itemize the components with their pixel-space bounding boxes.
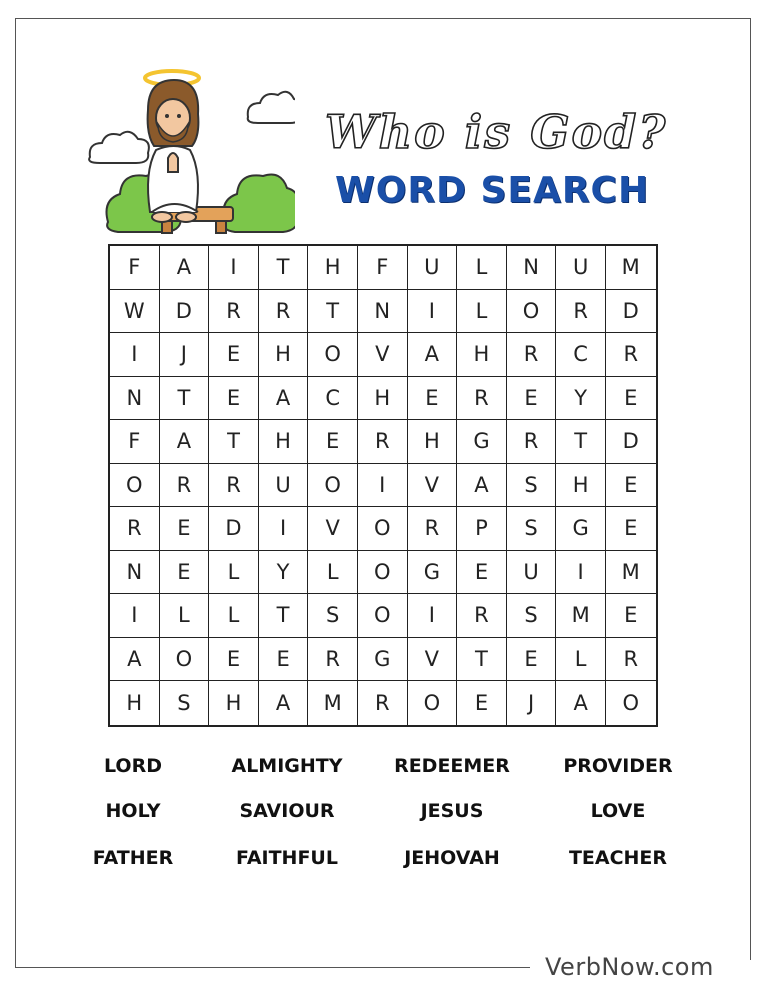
grid-cell: N <box>110 377 160 421</box>
grid-cell: A <box>556 681 606 725</box>
grid-cell: H <box>259 420 309 464</box>
grid-cell: V <box>408 464 458 508</box>
grid-cell: H <box>457 333 507 377</box>
grid-cell: O <box>160 638 210 682</box>
grid-cell: E <box>606 594 656 638</box>
grid-cell: A <box>160 420 210 464</box>
grid-cell: R <box>556 290 606 334</box>
grid-cell: R <box>358 420 408 464</box>
grid-cell: S <box>160 681 210 725</box>
grid-cell: M <box>308 681 358 725</box>
grid-cell: Y <box>556 377 606 421</box>
word-list-item: LORD <box>104 755 162 777</box>
grid-cell: O <box>308 333 358 377</box>
grid-cell: G <box>358 638 408 682</box>
grid-cell: G <box>457 420 507 464</box>
grid-cell: F <box>110 246 160 290</box>
grid-cell: E <box>160 507 210 551</box>
grid-cell: M <box>606 551 656 595</box>
grid-cell: I <box>259 507 309 551</box>
grid-cell: I <box>110 333 160 377</box>
grid-cell: E <box>606 464 656 508</box>
word-list-item: REDEEMER <box>394 755 510 777</box>
grid-cell: F <box>358 246 408 290</box>
grid-cell: L <box>556 638 606 682</box>
word-list-item: FATHER <box>92 847 174 869</box>
grid-cell: A <box>160 246 210 290</box>
grid-cell: E <box>209 377 259 421</box>
word-list-item: ALMIGHTY <box>231 755 343 777</box>
word-list-item: PROVIDER <box>563 755 673 777</box>
grid-cell: M <box>606 246 656 290</box>
grid-cell: J <box>160 333 210 377</box>
grid-cell: R <box>408 507 458 551</box>
grid-cell: O <box>110 464 160 508</box>
grid-cell: R <box>308 638 358 682</box>
grid-cell: V <box>408 638 458 682</box>
word-list-item: JESUS <box>420 800 484 822</box>
grid-cell: N <box>110 551 160 595</box>
grid-cell: D <box>209 507 259 551</box>
grid-cell: R <box>606 333 656 377</box>
grid-cell: H <box>110 681 160 725</box>
grid-cell: S <box>507 507 557 551</box>
word-list-item: FAITHFUL <box>236 847 338 869</box>
grid-cell: L <box>308 551 358 595</box>
grid-cell: T <box>209 420 259 464</box>
grid-cell: E <box>408 377 458 421</box>
grid-cell: A <box>110 638 160 682</box>
grid-cell: F <box>110 420 160 464</box>
grid-cell: D <box>606 290 656 334</box>
grid-cell: Y <box>259 551 309 595</box>
grid-cell: R <box>507 420 557 464</box>
grid-cell: R <box>358 681 408 725</box>
grid-cell: I <box>209 246 259 290</box>
grid-cell: I <box>408 290 458 334</box>
grid-cell: M <box>556 594 606 638</box>
grid-cell: A <box>457 464 507 508</box>
grid-cell: O <box>358 507 408 551</box>
grid-cell: T <box>556 420 606 464</box>
grid-cell: O <box>308 464 358 508</box>
grid-cell: O <box>622 690 639 715</box>
grid-cell: U <box>259 464 309 508</box>
page-subtitle: WORD SEARCH <box>335 170 650 211</box>
grid-cell: I <box>556 551 606 595</box>
grid-cell: N <box>507 246 557 290</box>
grid-cell: J <box>507 681 557 725</box>
grid-cell: L <box>457 290 507 334</box>
grid-cell: L <box>457 246 507 290</box>
grid-cell: R <box>259 290 309 334</box>
grid-cell: W <box>110 290 160 334</box>
grid-cell: L <box>160 594 210 638</box>
word-list-item: SAVIOUR <box>239 800 335 822</box>
grid-cell: E <box>160 551 210 595</box>
grid-cell: A <box>408 333 458 377</box>
grid-cell: A <box>259 681 309 725</box>
grid-cell: T <box>308 290 358 334</box>
grid-cell: V <box>358 333 408 377</box>
page-title <box>325 98 675 168</box>
grid-cell: G <box>408 551 458 595</box>
word-list-item: HOLY <box>105 800 161 822</box>
grid-cell: E <box>457 551 507 595</box>
grid-cell: C <box>556 333 606 377</box>
grid-cell: E <box>606 507 656 551</box>
grid-cell: E <box>209 638 259 682</box>
word-list-item: TEACHER <box>568 847 668 869</box>
grid-cell: T <box>259 246 309 290</box>
grid-cell: N <box>358 290 408 334</box>
grid-cell: T <box>259 594 309 638</box>
grid-cell: E <box>457 681 507 725</box>
grid-cell: D <box>160 290 210 334</box>
word-list-item: LOVE <box>590 800 646 822</box>
grid-cell: E <box>606 377 656 421</box>
grid-cell: I <box>408 594 458 638</box>
grid-cell: U <box>408 246 458 290</box>
grid-cell: R <box>160 464 210 508</box>
grid-cell: E <box>507 638 557 682</box>
grid-cell: L <box>209 594 259 638</box>
title-text: Who is God? <box>325 105 668 159</box>
grid-cell: R <box>606 638 656 682</box>
grid-cell: H <box>358 377 408 421</box>
word-search-grid <box>108 244 658 727</box>
grid-cell: R <box>110 507 160 551</box>
grid-cell: O <box>358 551 408 595</box>
grid-cell: T <box>160 377 210 421</box>
grid-cell: T <box>457 638 507 682</box>
grid-cell: C <box>308 377 358 421</box>
grid-cell: S <box>507 594 557 638</box>
grid-cell: L <box>209 551 259 595</box>
grid-cell: R <box>209 464 259 508</box>
grid-cell: I <box>358 464 408 508</box>
grid-cell: E <box>259 638 309 682</box>
grid-cell: R <box>457 377 507 421</box>
grid-cell: E <box>209 333 259 377</box>
grid-cell: U <box>556 246 606 290</box>
grid-cell: P <box>457 507 507 551</box>
grid-cell: H <box>259 333 309 377</box>
grid-cell: R <box>507 333 557 377</box>
grid-cell: O <box>358 594 408 638</box>
grid-cell: A <box>259 377 309 421</box>
grid-cell: R <box>209 290 259 334</box>
grid-cell: H <box>209 681 259 725</box>
grid-cell: G <box>556 507 606 551</box>
grid-cell: E <box>507 377 557 421</box>
grid-cell: O <box>408 681 458 725</box>
grid-cell: I <box>110 594 160 638</box>
word-list-item: JEHOVAH <box>404 847 500 869</box>
grid-cell: S <box>507 464 557 508</box>
grid-cell: R <box>457 594 507 638</box>
grid-cell: O <box>507 290 557 334</box>
grid-cell: U <box>507 551 557 595</box>
grid-cell: H <box>308 246 358 290</box>
grid-cell: V <box>308 507 358 551</box>
grid-cell: E <box>308 420 358 464</box>
site-watermark: VerbNow.com <box>545 953 714 981</box>
grid-cell: H <box>408 420 458 464</box>
grid-cell: H <box>556 464 606 508</box>
praying-jesus-illustration <box>80 62 295 237</box>
grid-cell: D <box>606 420 656 464</box>
grid-cell: S <box>308 594 358 638</box>
